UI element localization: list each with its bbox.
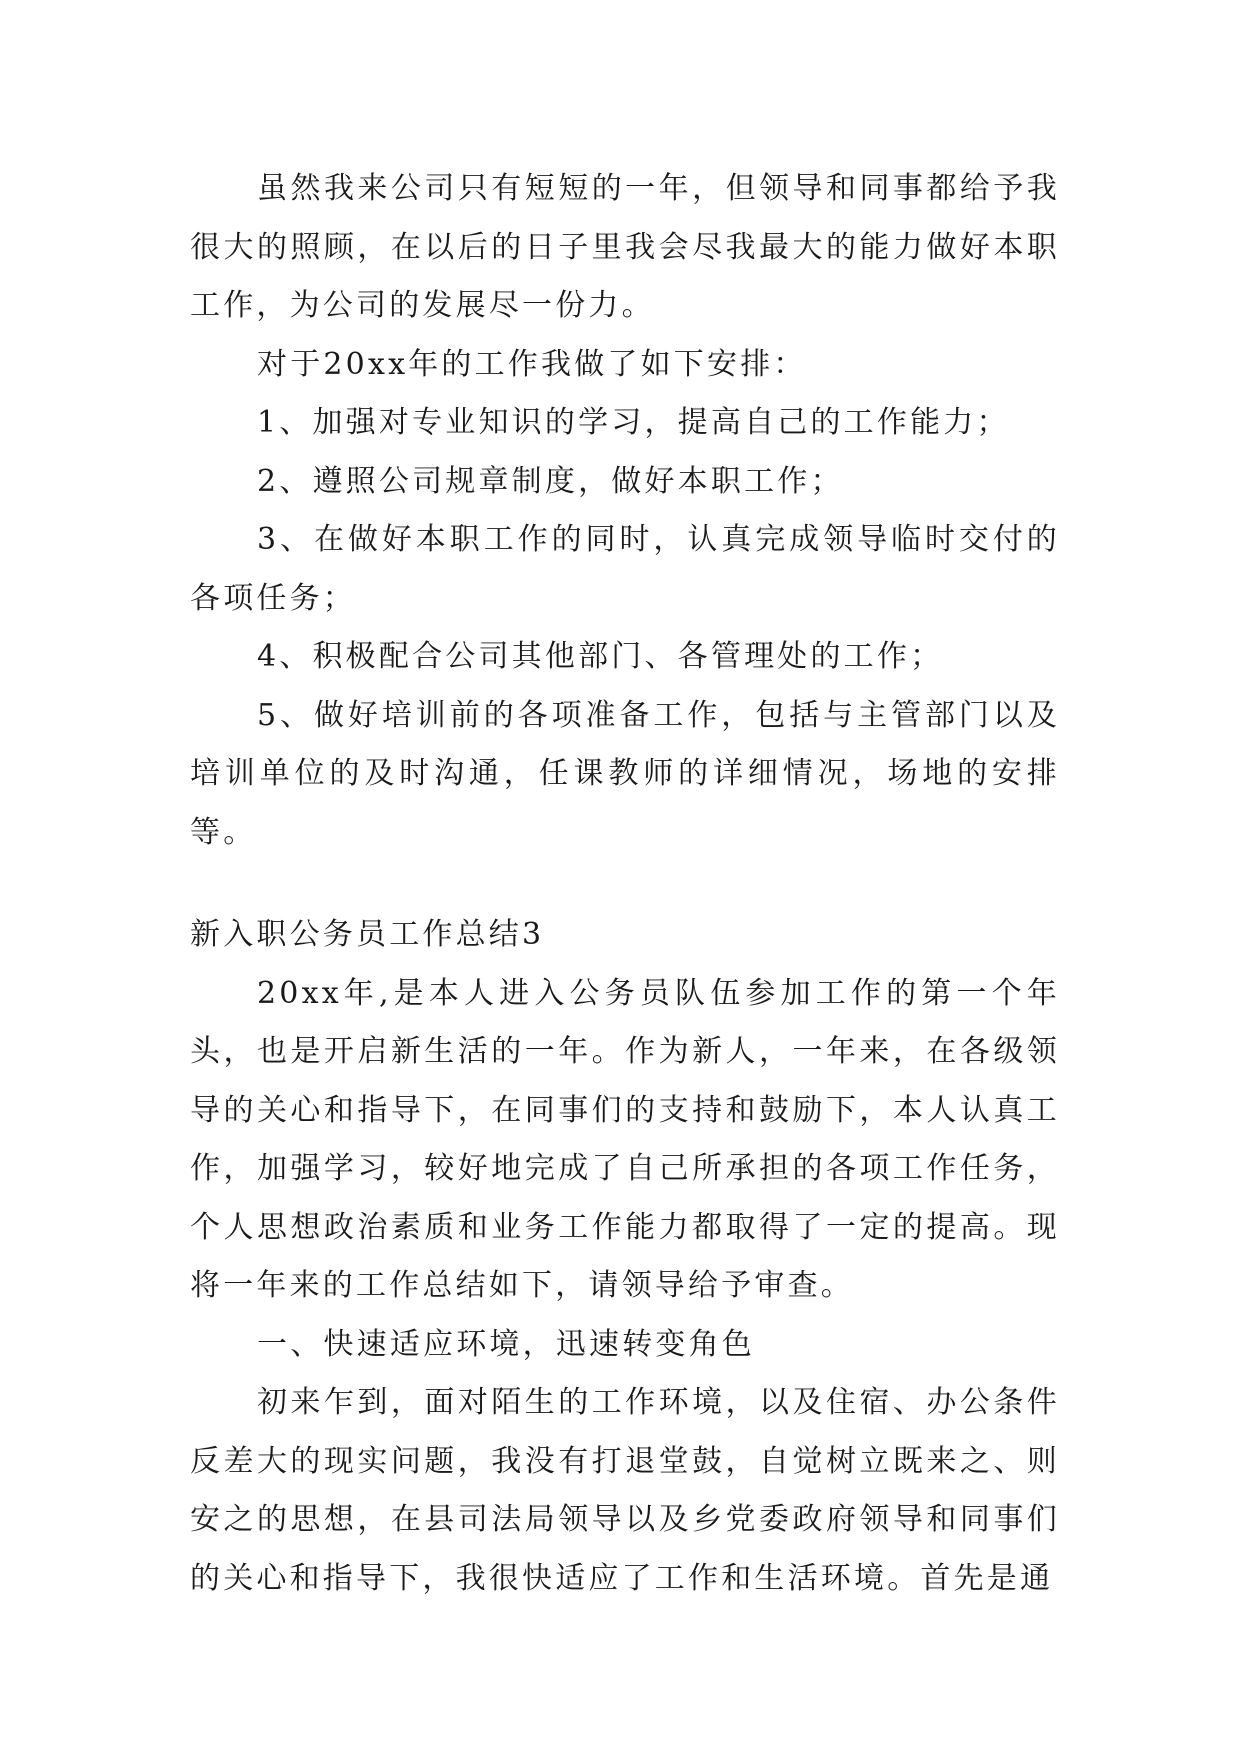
paragraph-adapt: 初来乍到，面对陌生的工作环境，以及住宿、办公条件反差大的现实问题，我没有打退堂鼓，自觉树立既来之、则安之的思想，在县司法局领导以及乡党委政府领导和同事们的关心和指导下，我很快适应了工作和生活环境。首先是通 [190, 1385, 1060, 1596]
paragraph-closing: 虽然我来公司只有短短的一年，但领导和同事都给予我很大的照顾，在以后的日子里我会尽我最大的能力做好本职工作，为公司的发展尽一份力。 [190, 171, 1060, 323]
document-page [190, 160, 1060, 1608]
paragraph-plan-intro: 对于20xx年的工作我做了如下安排： [257, 346, 807, 382]
plan-item-3: 3、在做好本职工作的同时，认真完成领导临时交付的各项任务； [190, 522, 1060, 616]
plan-item-2: 2、遵照公司规章制度，做好本职工作； [257, 463, 844, 499]
plan-item-5: 5、做好培训前的各项准备工作，包括与主管部门以及培训单位的及时沟通，任课教师的详细情况，场地的安排等。 [190, 697, 1060, 850]
plan-item-4: 4、积极配合公司其他部门、各管理处的工作； [257, 639, 944, 674]
plan-item-1: 1、加强对专业知识的学习，提高自己的工作能力； [257, 405, 1010, 440]
paragraph-section-intro: 20xx年,是本人进入公务员队伍参加工作的第一个年头，也是开启新生活的一年。作为新人，一年来，在各级领导的关心和指导下，在同事们的支持和鼓励下，本人认真工作，加强学习，较好地完成了自己所承担的各项工作任务，个人思想政治素质和业务工作能力都取得了一定的提高。现将一年来的工作总结如下，请领导给予审查。 [190, 975, 1060, 1303]
section-title: 新入职公务员工作总结3 [190, 917, 545, 952]
subheading-adapt: 一、快速适应环境，迅速转变角色 [257, 1326, 755, 1362]
